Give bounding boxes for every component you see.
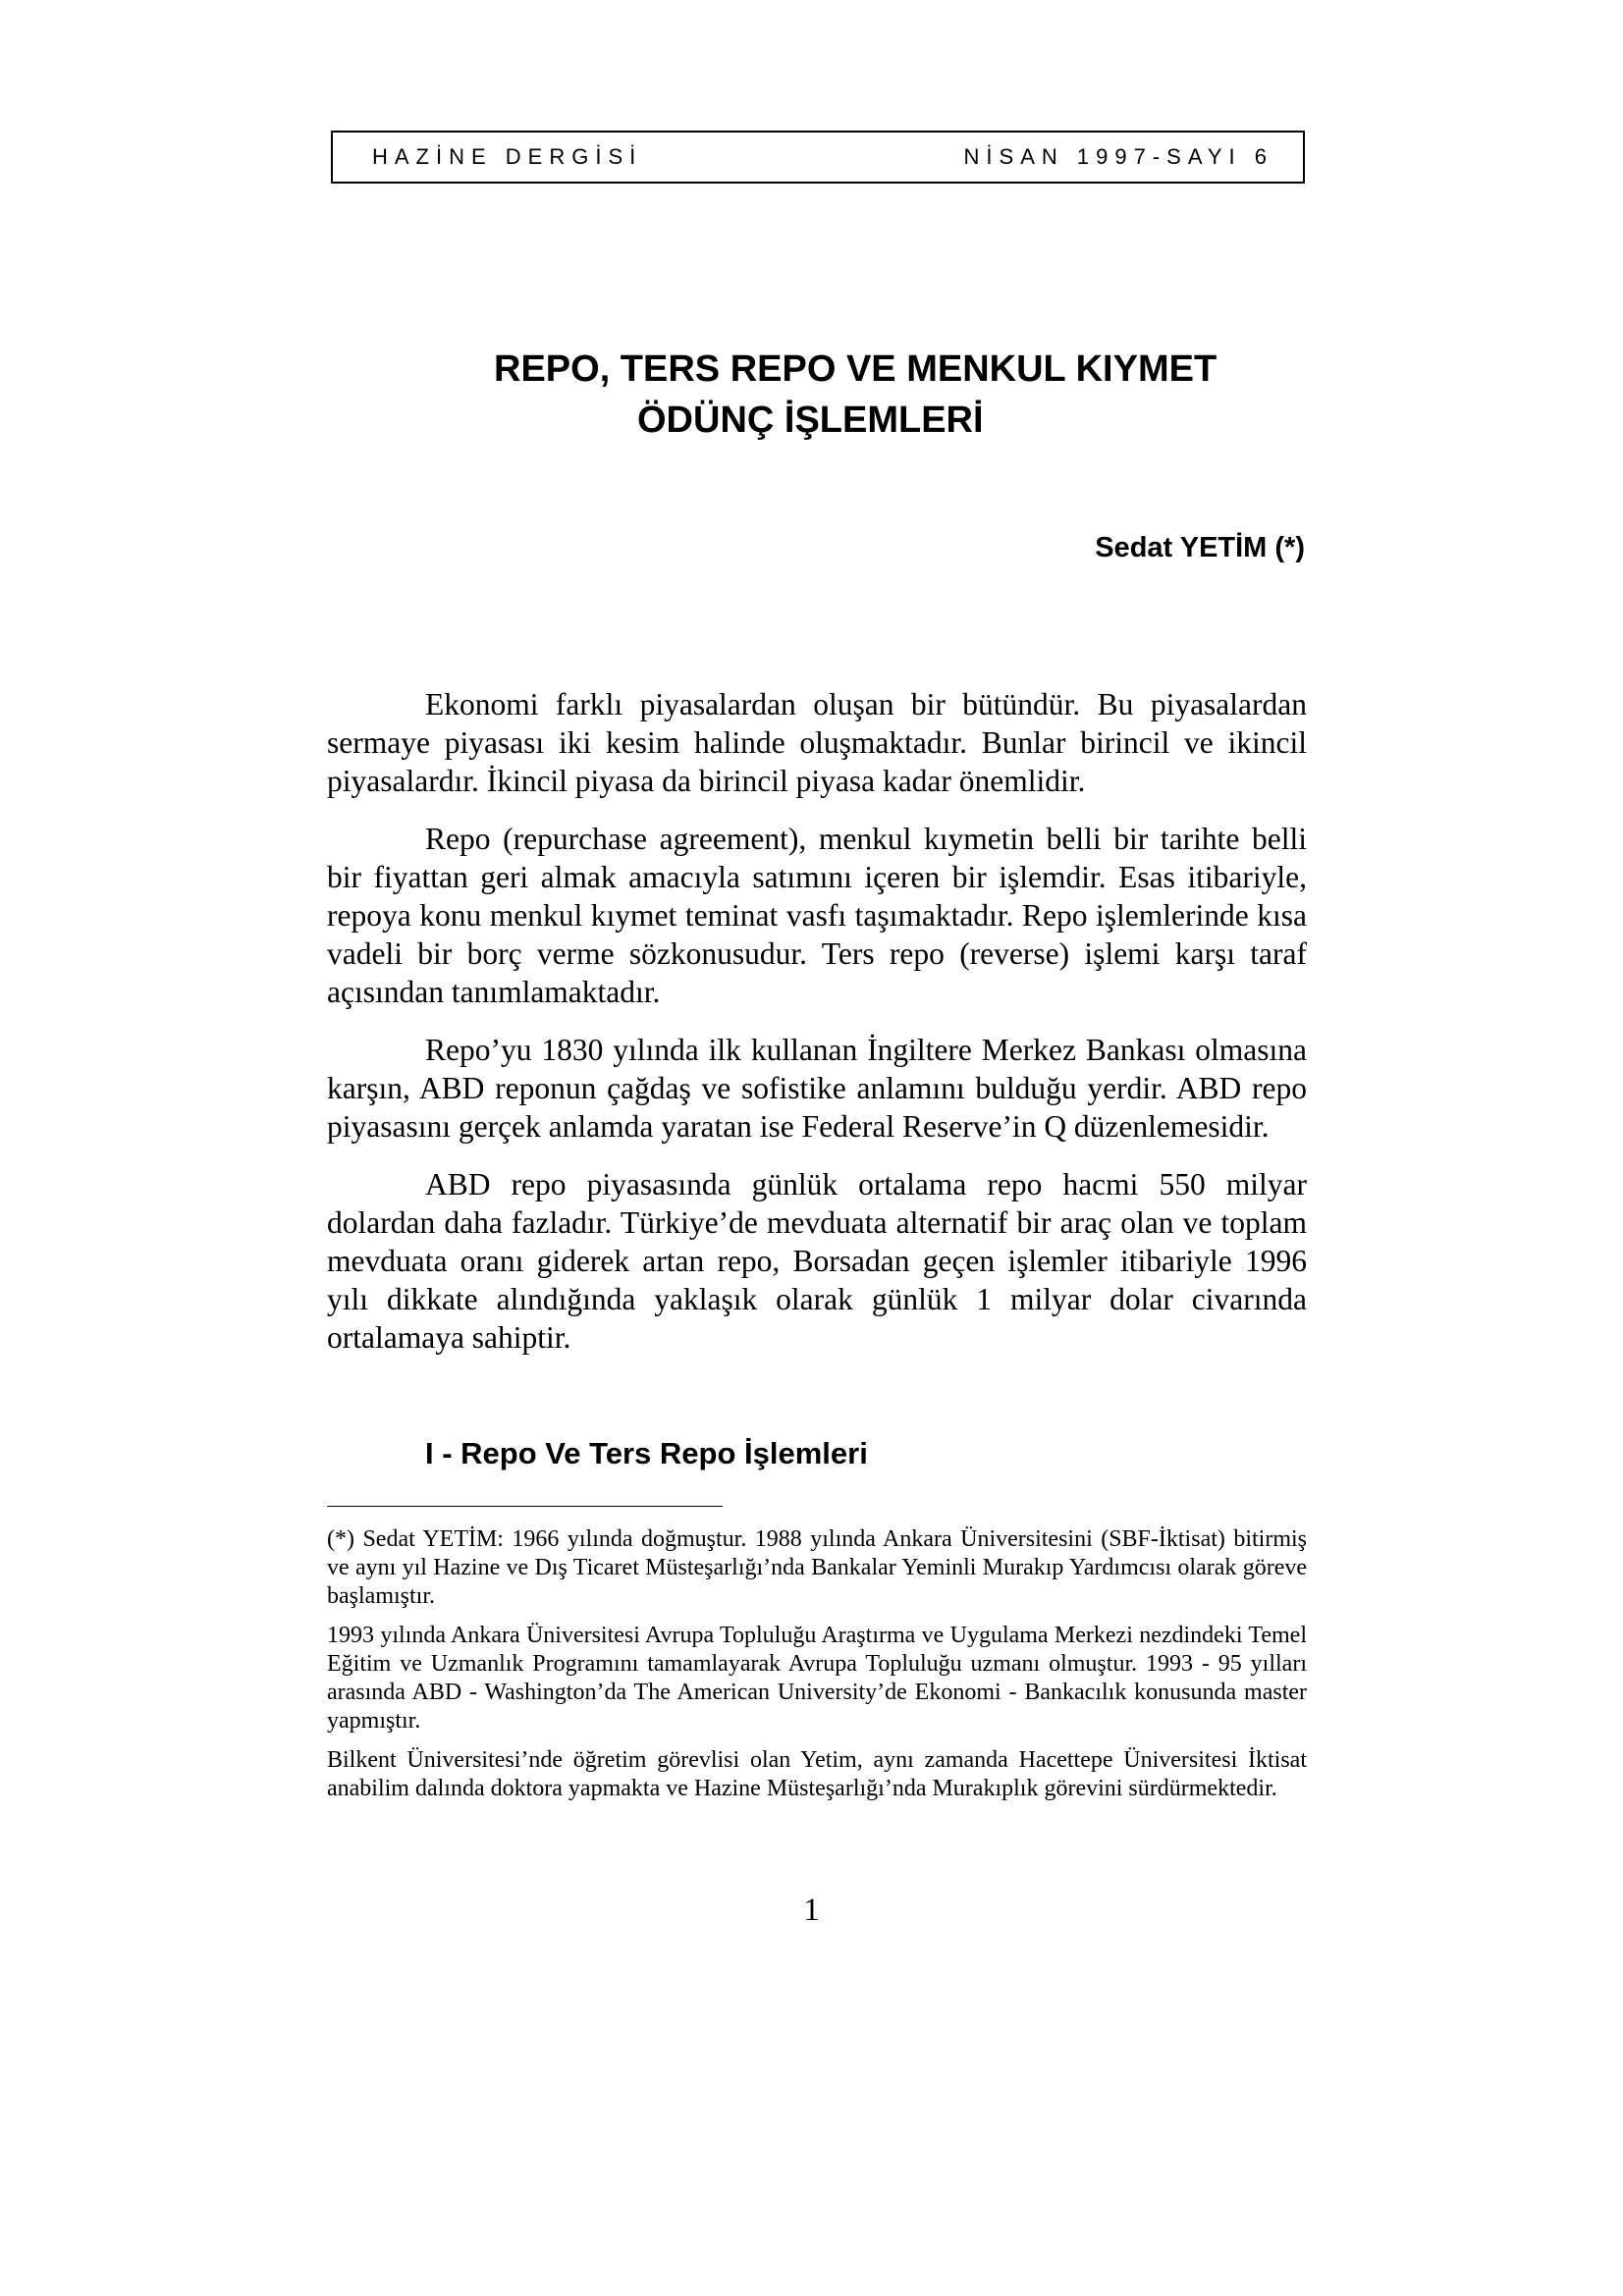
section-heading: I - Repo Ve Ters Repo İşlemleri	[425, 1436, 868, 1470]
footnote-paragraph: Bilkent Üniversitesi’nde öğretim görevlisi olan Yetim, aynı zamanda Hacettepe Üniversitesi İktisat anabilim dalında doktora yapmakta ve Hazine Müsteşarlığı’nda Murakıplık görevini sürdürmektedir.	[327, 1747, 1307, 1801]
page-number: 1	[803, 1893, 820, 1928]
footnote-paragraph: (*) Sedat YETİM: 1966 yılında doğmuştur. 1988 yılında Ankara Üniversitesini (SBF-İktisat) bitirmiş ve aynı yıl Hazine ve Dış Ticaret Müsteşarlığı’nda Bankalar Yeminli Murakıp Yardımcısı olarak göreve başlamıştır.	[327, 1526, 1307, 1609]
author-name: Sedat YETİM (*)	[1095, 532, 1305, 563]
running-header	[331, 131, 1305, 184]
footnotes	[327, 1525, 1307, 1814]
body-paragraph: Repo (repurchase agreement), menkul kıymetin belli bir tarihte belli bir fiyattan geri almak amacıyla satımını içeren bir işlemdir. Esas itibariyle, repoya konu menkul kıymet teminat vasfı taşımaktadır. Repo işlemlerinde kısa vadeli bir borç verme sözkonusudur. Ters repo (reverse) işlemi karşı taraf açısından tanımlamaktadır.	[327, 822, 1307, 1009]
body-paragraph: Repo’yu 1830 yılında ilk kullanan İngiltere Merkez Bankası olmasına karşın, ABD reponun çağdaş ve sofistike anlamını bulduğu yerdir. ABD repo piyasasını gerçek anlamda yaratan ise Federal Reserve’in Q düzenlemesidir.	[327, 1033, 1307, 1144]
journal-name: HAZİNE DERGİSİ	[372, 144, 643, 169]
body-paragraph: ABD repo piyasasında günlük ortalama repo hacmi 550 milyar dolardan daha fazladır. Türkiye’de mevduata alternatif bir araç olan ve toplam mevduata oranı giderek artan repo, Borsadan geçen işlemler itibariyle 1996 yılı dikkate alındığında yaklaşık olarak günlük 1 milyar dolar civarında ortalamaya sahiptir.	[327, 1167, 1307, 1355]
article-title-line-2: ÖDÜNÇ İŞLEMLERİ	[637, 400, 984, 441]
issue-info: NİSAN 1997-SAYI 6	[963, 144, 1273, 169]
body-paragraph: Ekonomi farklı piyasalardan oluşan bir bütündür. Bu piyasalardan sermaye piyasası iki kesim halinde oluşmaktadır. Bunlar birincil ve ikincil piyasalardır. İkincil piyasa da birincil piyasa kadar önemlidir.	[327, 687, 1307, 798]
footnote-divider	[327, 1506, 723, 1507]
footnote-paragraph: 1993 yılında Ankara Üniversitesi Avrupa Topluluğu Araştırma ve Uygulama Merkezi nezdindeki Temel Eğitim ve Uzmanlık Programını tamamlayarak Avrupa Topluluğu uzmanı olmuştur. 1993 - 95 yılları arasında ABD - Washington’da The American University’de Ekonomi - Bankacılık konusunda master yapmıştır.	[327, 1623, 1307, 1734]
article-body	[327, 685, 1307, 1376]
article-title-line-1: REPO, TERS REPO VE MENKUL KIYMET	[494, 348, 1217, 390]
